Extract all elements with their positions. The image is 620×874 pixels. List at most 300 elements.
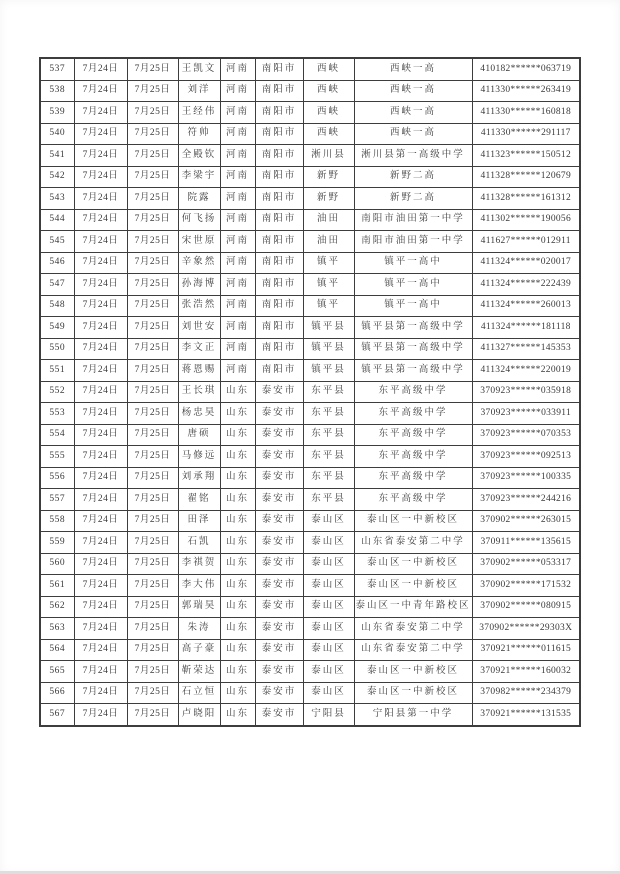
province: 河南 (220, 295, 255, 317)
id-number-masked: 411323******150512 (472, 145, 580, 167)
date-jul-24: 7月24日 (74, 209, 127, 231)
city: 南阳市 (255, 123, 303, 145)
province: 山东 (220, 424, 255, 446)
table-row (40, 467, 580, 489)
table-row (40, 682, 580, 704)
city: 泰安市 (255, 553, 303, 575)
province: 河南 (220, 58, 255, 80)
school-name: 南阳市油田第一中学 (354, 209, 472, 231)
student-name: 石立恒 (178, 682, 220, 704)
city: 泰安市 (255, 575, 303, 597)
date-jul-24: 7月24日 (74, 489, 127, 511)
table-row (40, 317, 580, 339)
school-name: 镇平一高中 (354, 252, 472, 274)
date-jul-25: 7月25日 (127, 338, 178, 360)
province: 山东 (220, 381, 255, 403)
table-row (40, 80, 580, 102)
table-row (40, 58, 580, 80)
row-number: 549 (40, 317, 74, 339)
province: 河南 (220, 252, 255, 274)
student-name: 李大伟 (178, 575, 220, 597)
table-row (40, 123, 580, 145)
table-row (40, 145, 580, 167)
date-jul-25: 7月25日 (127, 682, 178, 704)
student-name: 郭瑞昊 (178, 596, 220, 618)
date-jul-25: 7月25日 (127, 166, 178, 188)
city: 南阳市 (255, 188, 303, 210)
date-jul-25: 7月25日 (127, 252, 178, 274)
row-number: 551 (40, 360, 74, 382)
school-name: 泰山区一中新校区 (354, 575, 472, 597)
district: 镇平县 (303, 317, 354, 339)
school-name: 东平高级中学 (354, 467, 472, 489)
school-name: 西峡一高 (354, 58, 472, 80)
date-jul-25: 7月25日 (127, 532, 178, 554)
date-jul-24: 7月24日 (74, 252, 127, 274)
date-jul-24: 7月24日 (74, 682, 127, 704)
row-number: 566 (40, 682, 74, 704)
row-number: 557 (40, 489, 74, 511)
date-jul-24: 7月24日 (74, 553, 127, 575)
district: 镇平 (303, 295, 354, 317)
district: 西峡 (303, 102, 354, 124)
roster-body (40, 58, 580, 726)
school-name: 南阳市油田第一中学 (354, 231, 472, 253)
district: 新野 (303, 188, 354, 210)
id-number-masked: 411302******190056 (472, 209, 580, 231)
id-number-masked: 370902******29303X (472, 618, 580, 640)
student-name: 刘承翔 (178, 467, 220, 489)
city: 泰安市 (255, 510, 303, 532)
district: 泰山区 (303, 532, 354, 554)
row-number: 565 (40, 661, 74, 683)
table-row (40, 618, 580, 640)
school-name: 西峡一高 (354, 102, 472, 124)
date-jul-24: 7月24日 (74, 360, 127, 382)
student-name: 杨忠昊 (178, 403, 220, 425)
date-jul-24: 7月24日 (74, 639, 127, 661)
id-number-masked: 370923******033911 (472, 403, 580, 425)
school-name: 镇平县第一高级中学 (354, 317, 472, 339)
table-row (40, 274, 580, 296)
date-jul-24: 7月24日 (74, 510, 127, 532)
district: 东平县 (303, 403, 354, 425)
row-number: 555 (40, 446, 74, 468)
date-jul-25: 7月25日 (127, 618, 178, 640)
id-number-masked: 370923******070353 (472, 424, 580, 446)
date-jul-24: 7月24日 (74, 424, 127, 446)
table-row (40, 446, 580, 468)
table-row (40, 295, 580, 317)
row-number: 554 (40, 424, 74, 446)
id-number-masked: 370923******244216 (472, 489, 580, 511)
id-number-masked: 370911******135615 (472, 532, 580, 554)
school-name: 泰山区一中青年路校区 (354, 596, 472, 618)
date-jul-24: 7月24日 (74, 596, 127, 618)
district: 镇平 (303, 274, 354, 296)
province: 山东 (220, 596, 255, 618)
province: 山东 (220, 403, 255, 425)
row-number: 567 (40, 704, 74, 726)
school-name: 西峡一高 (354, 80, 472, 102)
province: 河南 (220, 188, 255, 210)
school-name: 西峡一高 (354, 123, 472, 145)
student-name: 翟铭 (178, 489, 220, 511)
date-jul-24: 7月24日 (74, 381, 127, 403)
id-number-masked: 411330******263419 (472, 80, 580, 102)
row-number: 538 (40, 80, 74, 102)
date-jul-25: 7月25日 (127, 467, 178, 489)
date-jul-25: 7月25日 (127, 575, 178, 597)
student-name: 全殿钦 (178, 145, 220, 167)
table-row (40, 510, 580, 532)
district: 西峡 (303, 58, 354, 80)
city: 泰安市 (255, 424, 303, 446)
date-jul-24: 7月24日 (74, 446, 127, 468)
province: 山东 (220, 467, 255, 489)
district: 油田 (303, 209, 354, 231)
city: 南阳市 (255, 252, 303, 274)
row-number: 550 (40, 338, 74, 360)
province: 河南 (220, 274, 255, 296)
table-row (40, 188, 580, 210)
student-name: 朱涛 (178, 618, 220, 640)
date-jul-25: 7月25日 (127, 188, 178, 210)
school-name: 新野二高 (354, 166, 472, 188)
district: 西峡 (303, 123, 354, 145)
date-jul-24: 7月24日 (74, 166, 127, 188)
district: 泰山区 (303, 510, 354, 532)
district: 东平县 (303, 446, 354, 468)
district: 宁阳县 (303, 704, 354, 726)
school-name: 山东省泰安第二中学 (354, 618, 472, 640)
city: 泰安市 (255, 467, 303, 489)
student-name: 刘洋 (178, 80, 220, 102)
district: 泰山区 (303, 661, 354, 683)
row-number: 560 (40, 553, 74, 575)
district: 淅川县 (303, 145, 354, 167)
table-row (40, 596, 580, 618)
city: 泰安市 (255, 596, 303, 618)
province: 河南 (220, 80, 255, 102)
student-name: 石凯 (178, 532, 220, 554)
province: 山东 (220, 661, 255, 683)
table-row (40, 209, 580, 231)
school-name: 新野二高 (354, 188, 472, 210)
city: 泰安市 (255, 661, 303, 683)
district: 油田 (303, 231, 354, 253)
student-name: 蒋恩赐 (178, 360, 220, 382)
date-jul-25: 7月25日 (127, 381, 178, 403)
province: 山东 (220, 510, 255, 532)
district: 泰山区 (303, 553, 354, 575)
city: 南阳市 (255, 274, 303, 296)
city: 南阳市 (255, 145, 303, 167)
student-name: 李祺贺 (178, 553, 220, 575)
district: 泰山区 (303, 682, 354, 704)
district: 镇平县 (303, 360, 354, 382)
id-number-masked: 410182******063719 (472, 58, 580, 80)
date-jul-24: 7月24日 (74, 704, 127, 726)
school-name: 镇平县第一高级中学 (354, 338, 472, 360)
school-name: 山东省泰安第二中学 (354, 532, 472, 554)
date-jul-24: 7月24日 (74, 661, 127, 683)
city: 南阳市 (255, 317, 303, 339)
student-name: 李梁宇 (178, 166, 220, 188)
province: 山东 (220, 704, 255, 726)
school-name: 东平高级中学 (354, 424, 472, 446)
id-number-masked: 411324******260013 (472, 295, 580, 317)
row-number: 545 (40, 231, 74, 253)
student-name: 李文正 (178, 338, 220, 360)
province: 河南 (220, 209, 255, 231)
table-row (40, 553, 580, 575)
date-jul-25: 7月25日 (127, 424, 178, 446)
date-jul-24: 7月24日 (74, 532, 127, 554)
row-number: 562 (40, 596, 74, 618)
id-number-masked: 411627******012911 (472, 231, 580, 253)
table-row (40, 532, 580, 554)
student-name: 田泽 (178, 510, 220, 532)
row-number: 539 (40, 102, 74, 124)
district: 新野 (303, 166, 354, 188)
date-jul-24: 7月24日 (74, 145, 127, 167)
id-number-masked: 370923******092513 (472, 446, 580, 468)
city: 泰安市 (255, 618, 303, 640)
row-number: 561 (40, 575, 74, 597)
district: 泰山区 (303, 575, 354, 597)
date-jul-25: 7月25日 (127, 80, 178, 102)
province: 山东 (220, 575, 255, 597)
table-row (40, 639, 580, 661)
date-jul-25: 7月25日 (127, 231, 178, 253)
province: 山东 (220, 489, 255, 511)
date-jul-25: 7月25日 (127, 102, 178, 124)
row-number: 541 (40, 145, 74, 167)
date-jul-24: 7月24日 (74, 102, 127, 124)
student-name: 马修远 (178, 446, 220, 468)
student-name: 孙海博 (178, 274, 220, 296)
date-jul-25: 7月25日 (127, 661, 178, 683)
district: 西峡 (303, 80, 354, 102)
row-number: 558 (40, 510, 74, 532)
table-row (40, 704, 580, 726)
district: 镇平 (303, 252, 354, 274)
district: 东平县 (303, 467, 354, 489)
school-name: 泰山区一中新校区 (354, 682, 472, 704)
city: 泰安市 (255, 682, 303, 704)
student-name: 高子豪 (178, 639, 220, 661)
id-number-masked: 411324******181118 (472, 317, 580, 339)
school-name: 宁阳县第一中学 (354, 704, 472, 726)
province: 河南 (220, 338, 255, 360)
table-row (40, 661, 580, 683)
date-jul-24: 7月24日 (74, 338, 127, 360)
id-number-masked: 370902******053317 (472, 553, 580, 575)
province: 山东 (220, 532, 255, 554)
school-name: 泰山区一中新校区 (354, 510, 472, 532)
date-jul-25: 7月25日 (127, 274, 178, 296)
city: 泰安市 (255, 446, 303, 468)
province: 河南 (220, 231, 255, 253)
province: 河南 (220, 166, 255, 188)
school-name: 淅川县第一高级中学 (354, 145, 472, 167)
row-number: 543 (40, 188, 74, 210)
province: 山东 (220, 618, 255, 640)
date-jul-25: 7月25日 (127, 704, 178, 726)
city: 南阳市 (255, 231, 303, 253)
city: 南阳市 (255, 360, 303, 382)
id-number-masked: 411328******161312 (472, 188, 580, 210)
id-number-masked: 370923******035918 (472, 381, 580, 403)
row-number: 552 (40, 381, 74, 403)
student-name: 符帅 (178, 123, 220, 145)
province: 河南 (220, 317, 255, 339)
date-jul-25: 7月25日 (127, 446, 178, 468)
table-row (40, 489, 580, 511)
school-name: 东平高级中学 (354, 381, 472, 403)
date-jul-24: 7月24日 (74, 274, 127, 296)
id-number-masked: 411328******120679 (472, 166, 580, 188)
date-jul-25: 7月25日 (127, 403, 178, 425)
school-name: 镇平县第一高级中学 (354, 360, 472, 382)
row-number: 540 (40, 123, 74, 145)
table-row (40, 252, 580, 274)
date-jul-24: 7月24日 (74, 575, 127, 597)
row-number: 564 (40, 639, 74, 661)
city: 南阳市 (255, 209, 303, 231)
table-row (40, 338, 580, 360)
id-number-masked: 411327******145353 (472, 338, 580, 360)
school-name: 镇平一高中 (354, 295, 472, 317)
student-name: 王凯文 (178, 58, 220, 80)
row-number: 553 (40, 403, 74, 425)
province: 河南 (220, 360, 255, 382)
id-number-masked: 370921******011615 (472, 639, 580, 661)
table-row (40, 231, 580, 253)
district: 泰山区 (303, 596, 354, 618)
province: 山东 (220, 639, 255, 661)
table-row (40, 403, 580, 425)
date-jul-25: 7月25日 (127, 295, 178, 317)
city: 南阳市 (255, 102, 303, 124)
row-number: 563 (40, 618, 74, 640)
district: 镇平县 (303, 338, 354, 360)
date-jul-24: 7月24日 (74, 467, 127, 489)
date-jul-25: 7月25日 (127, 209, 178, 231)
district: 东平县 (303, 381, 354, 403)
school-name: 山东省泰安第二中学 (354, 639, 472, 661)
table-row (40, 575, 580, 597)
school-name: 镇平一高中 (354, 274, 472, 296)
date-jul-24: 7月24日 (74, 80, 127, 102)
date-jul-24: 7月24日 (74, 123, 127, 145)
row-number: 546 (40, 252, 74, 274)
province: 河南 (220, 145, 255, 167)
date-jul-24: 7月24日 (74, 188, 127, 210)
date-jul-25: 7月25日 (127, 360, 178, 382)
date-jul-25: 7月25日 (127, 123, 178, 145)
district: 泰山区 (303, 618, 354, 640)
student-name: 王长琪 (178, 381, 220, 403)
city: 南阳市 (255, 58, 303, 80)
student-name: 王经伟 (178, 102, 220, 124)
province: 山东 (220, 446, 255, 468)
school-name: 泰山区一中新校区 (354, 553, 472, 575)
school-name: 东平高级中学 (354, 489, 472, 511)
row-number: 542 (40, 166, 74, 188)
school-name: 东平高级中学 (354, 403, 472, 425)
id-number-masked: 370923******100335 (472, 467, 580, 489)
id-number-masked: 411324******222439 (472, 274, 580, 296)
student-name: 何飞扬 (178, 209, 220, 231)
id-number-masked: 411324******020017 (472, 252, 580, 274)
id-number-masked: 370902******171532 (472, 575, 580, 597)
city: 泰安市 (255, 532, 303, 554)
table-row (40, 102, 580, 124)
student-name: 刘世安 (178, 317, 220, 339)
row-number: 547 (40, 274, 74, 296)
date-jul-25: 7月25日 (127, 489, 178, 511)
school-name: 泰山区一中新校区 (354, 661, 472, 683)
city: 泰安市 (255, 403, 303, 425)
province: 山东 (220, 553, 255, 575)
date-jul-25: 7月25日 (127, 58, 178, 80)
table-row (40, 166, 580, 188)
city: 南阳市 (255, 338, 303, 360)
id-number-masked: 411330******291117 (472, 123, 580, 145)
student-name: 宋世原 (178, 231, 220, 253)
district: 东平县 (303, 489, 354, 511)
city: 泰安市 (255, 704, 303, 726)
date-jul-25: 7月25日 (127, 317, 178, 339)
school-name: 东平高级中学 (354, 446, 472, 468)
date-jul-24: 7月24日 (74, 58, 127, 80)
id-number-masked: 411324******220019 (472, 360, 580, 382)
date-jul-24: 7月24日 (74, 231, 127, 253)
city: 泰安市 (255, 381, 303, 403)
date-jul-25: 7月25日 (127, 639, 178, 661)
student-name: 张浩然 (178, 295, 220, 317)
id-number-masked: 370921******160032 (472, 661, 580, 683)
row-number: 544 (40, 209, 74, 231)
city: 南阳市 (255, 80, 303, 102)
student-name: 辛象然 (178, 252, 220, 274)
student-name: 唐硕 (178, 424, 220, 446)
date-jul-25: 7月25日 (127, 145, 178, 167)
id-number-masked: 370982******234379 (472, 682, 580, 704)
row-number: 548 (40, 295, 74, 317)
table-row (40, 424, 580, 446)
district: 泰山区 (303, 639, 354, 661)
table-row (40, 381, 580, 403)
date-jul-24: 7月24日 (74, 403, 127, 425)
date-jul-25: 7月25日 (127, 510, 178, 532)
student-name: 卢晓阳 (178, 704, 220, 726)
province: 河南 (220, 123, 255, 145)
id-number-masked: 370902******080915 (472, 596, 580, 618)
date-jul-24: 7月24日 (74, 295, 127, 317)
row-number: 556 (40, 467, 74, 489)
date-jul-24: 7月24日 (74, 317, 127, 339)
date-jul-24: 7月24日 (74, 618, 127, 640)
date-jul-25: 7月25日 (127, 596, 178, 618)
city: 泰安市 (255, 489, 303, 511)
row-number: 559 (40, 532, 74, 554)
student-roster-table (39, 57, 581, 727)
student-name: 院露 (178, 188, 220, 210)
city: 泰安市 (255, 639, 303, 661)
